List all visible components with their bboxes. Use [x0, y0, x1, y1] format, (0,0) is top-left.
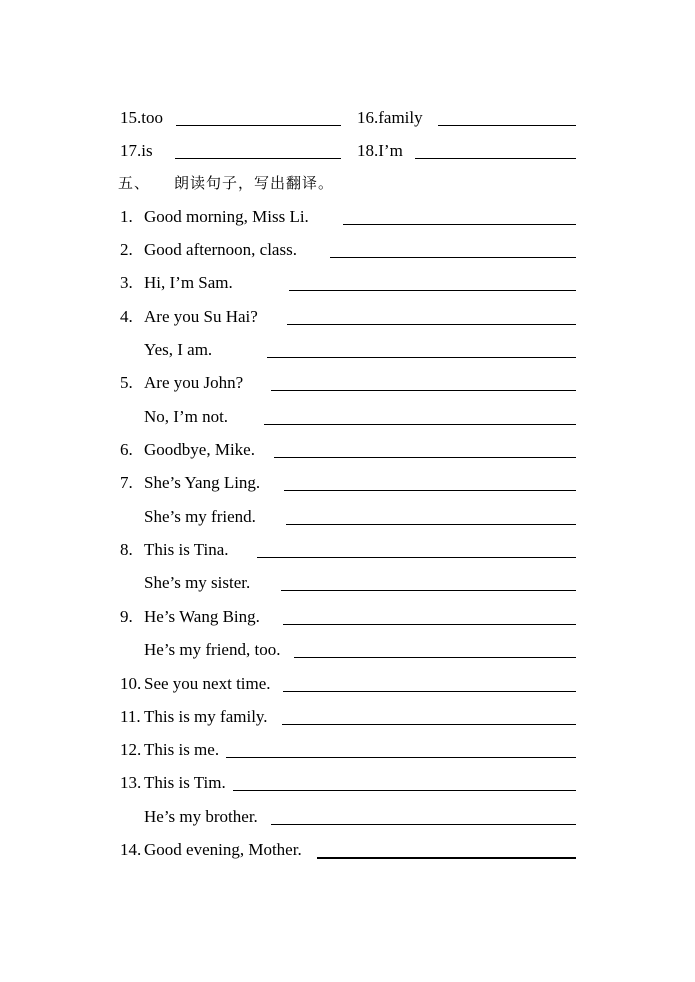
answer-line-15[interactable] — [176, 125, 341, 126]
sentence-row — [0, 672, 695, 696]
answer-line[interactable] — [287, 324, 576, 325]
vocab-label-16: 16.family — [357, 108, 423, 127]
sentence-text: This is Tina. — [144, 540, 229, 559]
sentence-text: Good morning, Miss Li. — [144, 207, 309, 226]
sentence-row — [0, 271, 695, 295]
sentence-row — [0, 738, 695, 762]
sentence-row — [0, 238, 695, 262]
sentence-number: 2. — [120, 240, 133, 259]
vocab-label-17: 17.is — [120, 141, 153, 160]
sentence-text: Goodbye, Mike. — [144, 440, 255, 459]
sentence-number: 6. — [120, 440, 133, 459]
sentence-row — [0, 571, 695, 595]
answer-line[interactable] — [283, 624, 576, 625]
sentence-text: This is Tim. — [144, 773, 226, 792]
answer-line[interactable] — [274, 457, 576, 458]
answer-line[interactable] — [286, 524, 576, 525]
sentence-text: No, I’m not. — [144, 407, 229, 426]
answer-line[interactable] — [226, 757, 576, 758]
sentence-row — [0, 605, 695, 629]
section-heading — [118, 172, 334, 193]
sentence-number: 14. — [120, 840, 142, 859]
sentence-text: She’s Yang Ling. — [144, 473, 261, 492]
sentence-text: He’s my friend, too. — [144, 640, 281, 659]
sentence-row — [0, 638, 695, 662]
answer-line[interactable] — [289, 290, 576, 291]
sentence-row — [0, 705, 695, 729]
sentence-text: He’s my brother. — [144, 807, 258, 826]
answer-line[interactable] — [343, 224, 576, 225]
sentence-row — [0, 805, 695, 829]
sentence-number: 13. — [120, 773, 142, 792]
sentence-number: 3. — [120, 273, 133, 292]
sentence-row — [0, 771, 695, 795]
sentence-text: Good evening, Mother. — [144, 840, 302, 859]
sentence-text: Yes, I am. — [144, 340, 213, 359]
sentence-text: He’s Wang Bing. — [144, 607, 260, 626]
answer-line[interactable] — [330, 257, 576, 258]
sentence-text: Are you John? — [144, 373, 244, 392]
sentence-text: Are you Su Hai? — [144, 307, 258, 326]
sentence-text: See you next time. — [144, 674, 271, 693]
answer-line[interactable] — [257, 557, 576, 558]
answer-line[interactable] — [282, 724, 576, 725]
answer-line[interactable] — [284, 490, 576, 491]
answer-line[interactable] — [264, 424, 576, 425]
sentence-number: 7. — [120, 473, 133, 492]
sentence-row — [0, 471, 695, 495]
sentence-number: 11. — [120, 707, 141, 726]
answer-line[interactable] — [281, 590, 576, 591]
vocab-label-15: 15.too — [120, 108, 163, 127]
sentence-number: 8. — [120, 540, 133, 559]
sentence-text: This is me. — [144, 740, 220, 759]
answer-line[interactable] — [233, 790, 576, 791]
vocab-row — [0, 139, 695, 163]
sentence-row — [0, 505, 695, 529]
answer-line[interactable] — [294, 657, 576, 658]
answer-line-18[interactable] — [415, 158, 576, 159]
answer-line[interactable] — [317, 857, 576, 859]
vocab-row — [0, 106, 695, 130]
sentence-text: Hi, I’m Sam. — [144, 273, 233, 292]
sentence-row — [0, 838, 695, 862]
sentence-row — [0, 305, 695, 329]
sentence-text: Good afternoon, class. — [144, 240, 297, 259]
answer-line[interactable] — [271, 824, 576, 825]
sentence-number: 12. — [120, 740, 142, 759]
sentence-text: She’s my friend. — [144, 507, 256, 526]
sentence-number: 1. — [120, 207, 133, 226]
sentence-row — [0, 205, 695, 229]
sentence-text: She’s my sister. — [144, 573, 251, 592]
sentence-number: 5. — [120, 373, 133, 392]
sentence-number: 9. — [120, 607, 133, 626]
sentence-number: 10. — [120, 674, 142, 693]
answer-line[interactable] — [283, 691, 576, 692]
sentence-row — [0, 438, 695, 462]
sentence-row — [0, 371, 695, 395]
answer-line[interactable] — [267, 357, 576, 358]
sentence-number: 4. — [120, 307, 133, 326]
sentence-row — [0, 338, 695, 362]
answer-line-16[interactable] — [438, 125, 576, 126]
sentence-text: This is my family. — [144, 707, 268, 726]
answer-line[interactable] — [271, 390, 576, 391]
sentence-row — [0, 405, 695, 429]
section-title: 朗读句子，写出翻译。 — [174, 174, 335, 192]
section-number: 五、 — [118, 174, 151, 192]
sentence-row — [0, 538, 695, 562]
vocab-label-18: 18.I’m — [357, 141, 403, 160]
answer-line-17[interactable] — [175, 158, 341, 159]
